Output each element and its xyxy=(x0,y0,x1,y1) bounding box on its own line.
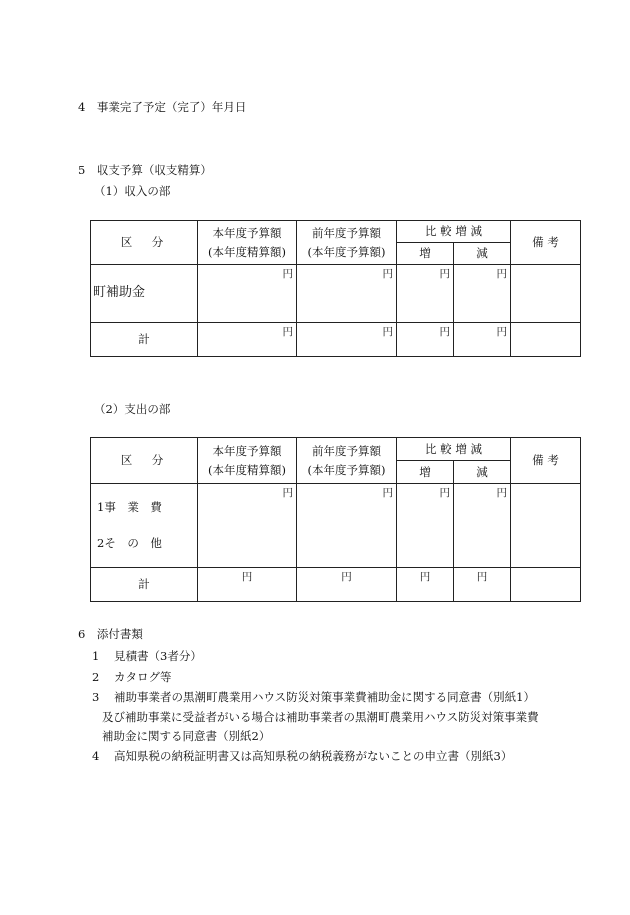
attachment-item-continued: 及び補助事業に受益者がいる場合は補助事業者の黒潮町農業用ハウス防災対策事業費 xyxy=(102,710,539,724)
yen-cell: 円 xyxy=(397,323,454,357)
remarks-cell xyxy=(511,484,581,568)
table-row xyxy=(91,323,581,357)
yen-cell: 円 xyxy=(198,484,297,568)
expense-item-other: 2そ の 他 xyxy=(97,535,162,550)
header-decrease: 減 xyxy=(454,461,511,484)
income-table xyxy=(90,220,581,357)
expense-item-project-cost: 1事 業 費 xyxy=(97,500,162,514)
section-6-title: 6 添付書類 xyxy=(78,627,143,641)
table-row xyxy=(91,484,581,568)
header-current-budget: 本年度予算額 (本年度精算額) xyxy=(198,438,297,484)
yen-cell: 円 xyxy=(397,568,454,602)
table-row xyxy=(91,568,581,602)
header-increase: 増 xyxy=(397,243,454,265)
header-category: 区 分 xyxy=(91,221,198,265)
yen-cell: 円 xyxy=(454,568,511,602)
header-remarks: 備 考 xyxy=(511,438,581,484)
yen-cell: 円 xyxy=(297,568,397,602)
header-comparison: 比 較 増 減 xyxy=(397,221,511,243)
expense-items xyxy=(91,484,198,568)
attachment-item: 4 高知県税の納税証明書又は高知県税の納税義務がないことの申立書（別紙3） xyxy=(92,749,513,763)
yen-cell: 円 xyxy=(198,323,297,357)
header-increase: 増 xyxy=(397,461,454,484)
yen-cell: 円 xyxy=(397,265,454,323)
remarks-cell xyxy=(511,265,581,323)
yen-cell: 円 xyxy=(297,484,397,568)
header-previous-budget: 前年度予算額 (本年度予算額) xyxy=(297,438,397,484)
section-5-title: 5 収支予算（収支精算） xyxy=(78,163,212,177)
yen-cell: 円 xyxy=(198,568,297,602)
attachment-item: 1 見積書（3者分） xyxy=(92,649,202,663)
yen-cell: 円 xyxy=(297,265,397,323)
section-4-title: 4 事業完了予定（完了）年月日 xyxy=(78,100,247,114)
header-previous-budget: 前年度予算額 (本年度予算額) xyxy=(297,221,397,265)
table-row xyxy=(91,265,581,323)
attachment-item-continued: 補助金に関する同意書（別紙2） xyxy=(102,729,271,743)
attachment-item: 3 補助事業者の黒潮町農業用ハウス防災対策事業費補助金に関する同意書（別紙1） xyxy=(92,690,535,704)
total-label: 計 xyxy=(91,323,198,357)
yen-cell: 円 xyxy=(454,323,511,357)
remarks-cell xyxy=(511,568,581,602)
income-heading: （1）収入の部 xyxy=(94,184,171,198)
yen-cell: 円 xyxy=(198,265,297,323)
header-decrease: 減 xyxy=(454,243,511,265)
header-current-budget: 本年度予算額 (本年度精算額) xyxy=(198,221,297,265)
expense-heading: （2）支出の部 xyxy=(94,402,171,416)
yen-cell: 円 xyxy=(454,265,511,323)
header-comparison: 比 較 増 減 xyxy=(397,438,511,461)
attachment-item: 2 カタログ等 xyxy=(92,670,172,684)
header-category: 区 分 xyxy=(91,438,198,484)
header-remarks: 備 考 xyxy=(511,221,581,265)
total-label: 計 xyxy=(91,568,198,602)
row-label: 町補助金 xyxy=(91,265,198,323)
yen-cell: 円 xyxy=(454,484,511,568)
expense-table xyxy=(90,437,581,602)
remarks-cell xyxy=(511,323,581,357)
yen-cell: 円 xyxy=(297,323,397,357)
yen-cell: 円 xyxy=(397,484,454,568)
